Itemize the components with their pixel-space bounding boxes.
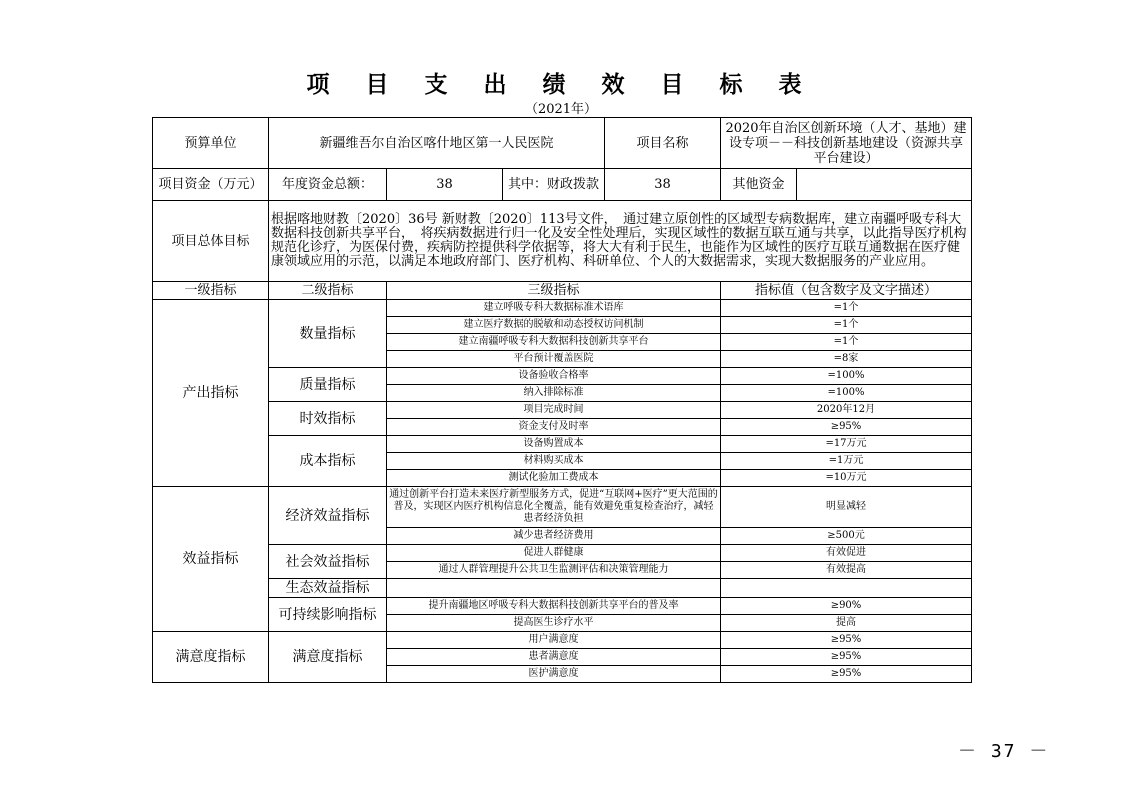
indicator-cell: 项目完成时间 <box>387 402 721 419</box>
value-cell: 2020年12月 <box>721 402 972 419</box>
value-cell: =100% <box>721 368 972 385</box>
indicator-cell: 设备购置成本 <box>387 436 721 453</box>
document-title: 项 目 支 出 绩 效 目 标 表 <box>306 72 816 98</box>
indicator-cell: 通过创新平台打造未来医疗新型服务方式，促进“互联网+医疗”更大范围的普及，实现区内医疗机构信息化全覆盖，能有效避免重复检查治疗，减轻患者经济负担 <box>387 487 721 528</box>
value-cell: =1个 <box>721 300 972 317</box>
project-name-value: 2020年自治区创新环境（人才、基地）建设专项－－科技创新基地建设（资源共享平台建设） <box>721 118 972 169</box>
value-cell: =17万元 <box>721 436 972 453</box>
indicator-cell: 测试化验加工费成本 <box>387 470 721 487</box>
indicator-cell: 用户满意度 <box>387 632 721 649</box>
funds-fiscal-label: 其中：财政拨款 <box>503 169 605 201</box>
indicator-cell: 纳入排除标准 <box>387 385 721 402</box>
group-satisfaction: 满意度指标 <box>153 632 269 683</box>
sub-ecological: 生态效益指标 <box>269 579 387 598</box>
indicator-cell: 材料购买成本 <box>387 453 721 470</box>
indicator-cell: 医护满意度 <box>387 666 721 683</box>
page-number: － 37 － <box>958 741 1050 762</box>
value-cell: ≥95% <box>721 632 972 649</box>
indicator-cell: 通过人群管理提升公共卫生监测评估和决策管理能力 <box>387 562 721 579</box>
value-cell: ≥95% <box>721 649 972 666</box>
sub-economic: 经济效益指标 <box>269 487 387 545</box>
column-value: 指标值（包含数字及文字描述） <box>721 282 972 300</box>
value-cell: ≥95% <box>721 419 972 436</box>
value-cell: 提高 <box>721 615 972 632</box>
project-name-label: 项目名称 <box>605 118 721 169</box>
budget-unit-label: 预算单位 <box>153 118 269 169</box>
column-level3: 三级指标 <box>387 282 721 300</box>
indicator-cell: 促进人群健康 <box>387 545 721 562</box>
performance-target-table <box>152 117 972 683</box>
sub-social: 社会效益指标 <box>269 545 387 579</box>
indicator-cell <box>387 579 721 598</box>
indicator-cell: 提升南疆地区呼吸专科大数据科技创新共享平台的普及率 <box>387 598 721 615</box>
column-level2: 二级指标 <box>269 282 387 300</box>
budget-unit-value: 新疆维吾尔自治区喀什地区第一人民医院 <box>269 118 605 169</box>
funds-total-value: 38 <box>387 169 503 201</box>
value-cell: =10万元 <box>721 470 972 487</box>
value-cell: 明显减轻 <box>721 487 972 528</box>
indicator-cell: 设备验收合格率 <box>387 368 721 385</box>
goal-label: 项目总体目标 <box>153 201 269 282</box>
indicator-cell: 资金支付及时率 <box>387 419 721 436</box>
sub-satisfaction: 满意度指标 <box>269 632 387 683</box>
column-level1: 一级指标 <box>153 282 269 300</box>
funds-total-label: 年度资金总额： <box>269 169 387 201</box>
indicator-cell: 建立医疗数据的脱敏和动态授权访问机制 <box>387 317 721 334</box>
sub-cost: 成本指标 <box>269 436 387 487</box>
funds-other-label: 其他资金 <box>721 169 797 201</box>
indicator-cell: 患者满意度 <box>387 649 721 666</box>
sub-timeliness: 时效指标 <box>269 402 387 436</box>
indicator-cell: 平台预计覆盖医院 <box>387 351 721 368</box>
group-benefit: 效益指标 <box>153 487 269 632</box>
sub-quality: 质量指标 <box>269 368 387 402</box>
value-cell <box>721 579 972 598</box>
document-year: （2021年） <box>524 102 598 117</box>
value-cell: =1个 <box>721 334 972 351</box>
value-cell: ≥95% <box>721 666 972 683</box>
indicator-cell: 提高医生诊疗水平 <box>387 615 721 632</box>
indicator-cell: 建立南疆呼吸专科大数据科技创新共享平台 <box>387 334 721 351</box>
value-cell: 有效促进 <box>721 545 972 562</box>
group-output: 产出指标 <box>153 300 269 487</box>
sub-quantity: 数量指标 <box>269 300 387 368</box>
value-cell: ≥500元 <box>721 528 972 545</box>
value-cell: =1个 <box>721 317 972 334</box>
sub-sustainable: 可持续影响指标 <box>269 598 387 632</box>
value-cell: 有效提高 <box>721 562 972 579</box>
indicator-cell: 建立呼吸专科大数据标准术语库 <box>387 300 721 317</box>
funds-label: 项目资金（万元） <box>153 169 269 201</box>
funds-other-value <box>797 169 972 201</box>
indicator-cell: 减少患者经济费用 <box>387 528 721 545</box>
value-cell: ≥90% <box>721 598 972 615</box>
value-cell: =100% <box>721 385 972 402</box>
value-cell: =8家 <box>721 351 972 368</box>
value-cell: =1万元 <box>721 453 972 470</box>
funds-fiscal-value: 38 <box>605 169 721 201</box>
goal-text: 根据喀地财教〔2020〕36号 新财教〔2020〕113号文件， 通过建立原创性的区域型专病数据库，建立南疆呼吸专科大数据科技创新共享平台， 将疾病数据进行归一化及安全性处理后，实现区域性的数据互联互通与共享，以此指导医疗机构规范化诊疗，为医保付费，疾病防控提供科学依据等，将大大有利于民生，也能作为区域性的医疗互联互通数据在医疗健康领域应用的示范，以满足本地政府部门、医疗机构、科研单位、个人的大数据需求，实现大数据服务的产业应用。 <box>269 201 972 282</box>
